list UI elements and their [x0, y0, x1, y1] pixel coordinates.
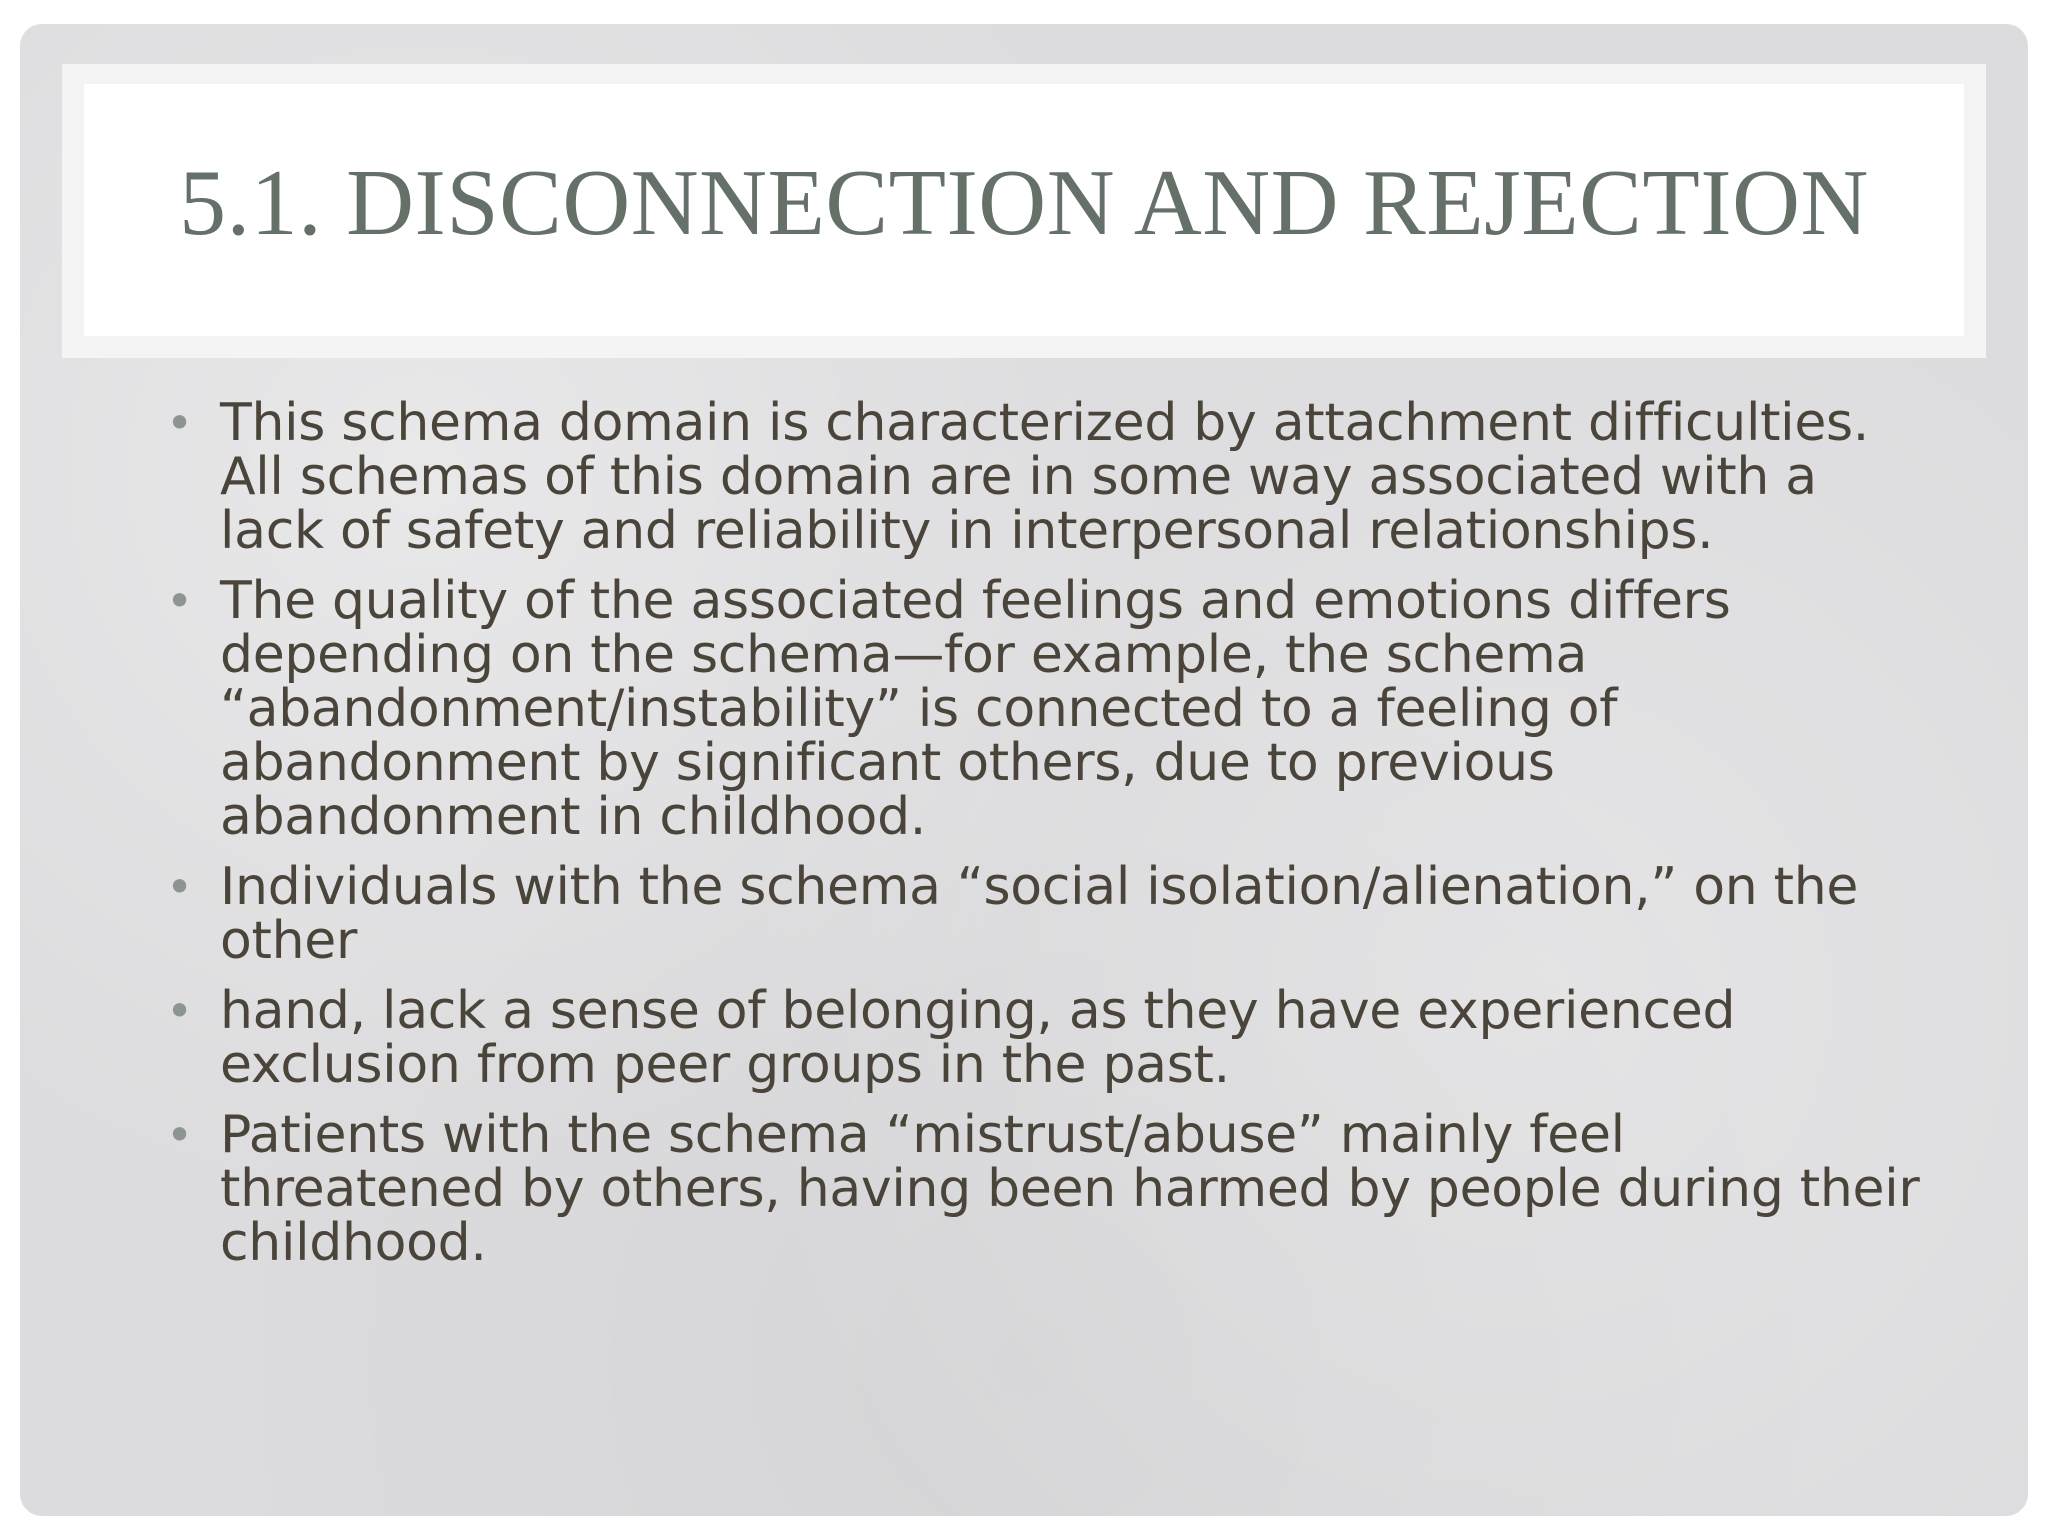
bullet-item	[142, 571, 1922, 847]
bullet-list	[142, 393, 1922, 1273]
bullet-text: The quality of the associated feelings and emotions differs depending on the schema—for example, the schema “abandonment/instability” is connected to a feeling of abandonment by significant others, due to previous abandonment in childhood.	[220, 571, 1731, 847]
bullet-dot-icon: •	[166, 1108, 193, 1162]
bullet-item	[142, 393, 1922, 561]
content-area	[142, 393, 1922, 1286]
title-frame	[62, 64, 1986, 358]
bullet-dot-icon: •	[166, 984, 193, 1038]
bullet-item	[142, 981, 1922, 1095]
bullet-dot-icon: •	[166, 860, 193, 914]
bullet-text: This schema domain is characterized by attachment difficulties. All schemas of this domain are in some way associated with a lack of safety and reliability in interpersonal relationships.	[220, 393, 1870, 561]
bullet-item	[142, 1105, 1922, 1273]
bullet-text: Patients with the schema “mistrust/abuse” mainly feel threatened by others, having been harmed by people during their childhood.	[220, 1105, 1920, 1273]
bullet-item	[142, 857, 1922, 971]
bullet-text: hand, lack a sense of belonging, as they have experienced exclusion from peer groups in the past.	[220, 981, 1736, 1095]
slide-title: 5.1. DISCONNECTION AND REJECTION	[179, 151, 1869, 255]
bullet-dot-icon: •	[166, 574, 193, 628]
bullet-text: Individuals with the schema “social isolation/alienation,” on the other	[220, 857, 1859, 971]
bullet-dot-icon: •	[166, 396, 193, 450]
title-box	[84, 84, 1964, 336]
slide	[20, 24, 2028, 1516]
